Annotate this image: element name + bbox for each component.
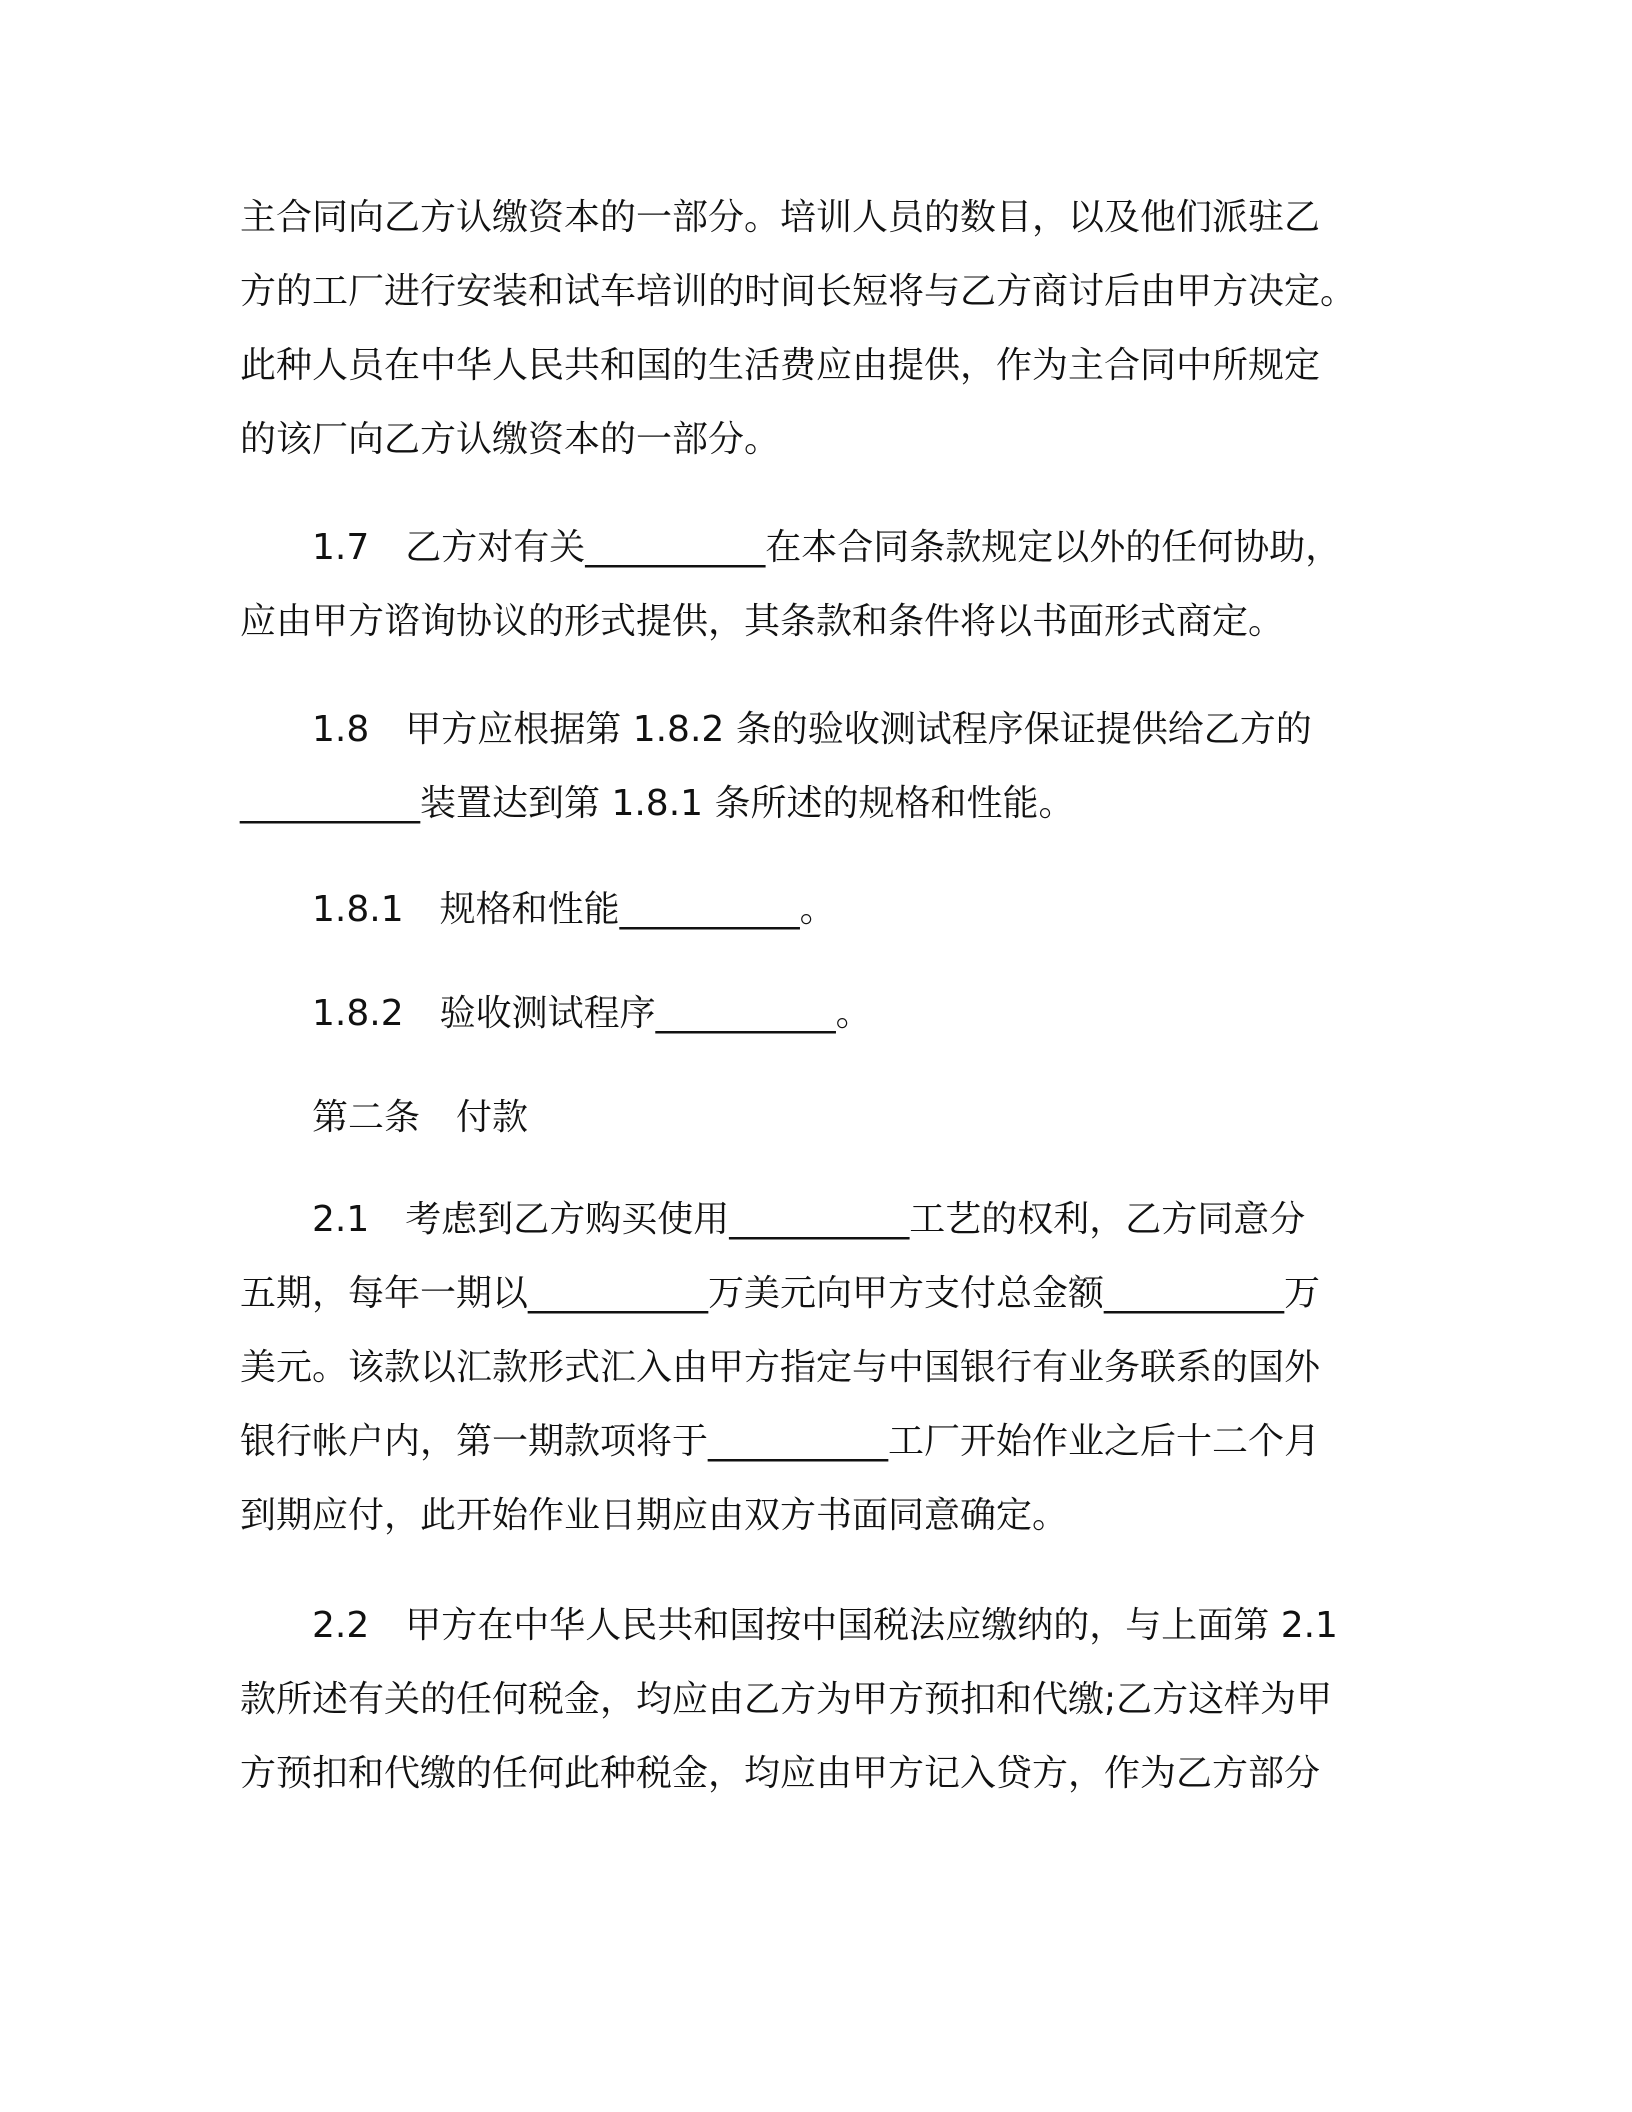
text-line: 此种人员在中华人民共和国的生活费应由提供，作为主合同中所规定: [240, 345, 1321, 386]
text-line: 银行帐户内，第一期款项将于__________工厂开始作业之后十二个月: [240, 1421, 1321, 1462]
text-line: 的该厂向乙方认缴资本的一部分。: [240, 419, 781, 460]
text-line: __________装置达到第 1.8.1 条所述的规格和性能。: [240, 783, 1075, 824]
text-line: 1.8.2 验收测试程序__________。: [240, 993, 872, 1034]
text-line: 方的工厂进行安装和试车培训的时间长短将与乙方商讨后由甲方决定。: [240, 271, 1357, 312]
text-line: 1.8 甲方应根据第 1.8.2 条的验收测试程序保证提供给乙方的: [240, 709, 1312, 750]
text-line: 到期应付，此开始作业日期应由双方书面同意确定。: [240, 1495, 1069, 1536]
text-line: 应由甲方谘询协议的形式提供，其条款和条件将以书面形式商定。: [240, 601, 1285, 642]
text-line: 2.2 甲方在中华人民共和国按中国税法应缴纳的，与上面第 2.1: [240, 1605, 1338, 1646]
text-line: 1.8.1 规格和性能__________。: [240, 889, 836, 930]
text-line: 美元。该款以汇款形式汇入由甲方指定与中国银行有业务联系的国外: [240, 1347, 1321, 1388]
text-line: 五期，每年一期以__________万美元向甲方支付总金额__________万: [240, 1273, 1321, 1314]
text-line: 款所述有关的任何税金，均应由乙方为甲方预扣和代缴;乙方这样为甲: [240, 1679, 1333, 1720]
section-heading: 第二条 付款: [240, 1097, 529, 1138]
text-line: 1.7 乙方对有关__________在本合同条款规定以外的任何协助，: [240, 527, 1342, 568]
text-line: 主合同向乙方认缴资本的一部分。培训人员的数目，以及他们派驻乙: [240, 197, 1321, 238]
text-line: 方预扣和代缴的任何此种税金，均应由甲方记入贷方，作为乙方部分: [240, 1753, 1321, 1794]
text-line: 2.1 考虑到乙方购买使用__________工艺的权利，乙方同意分: [240, 1199, 1306, 1240]
